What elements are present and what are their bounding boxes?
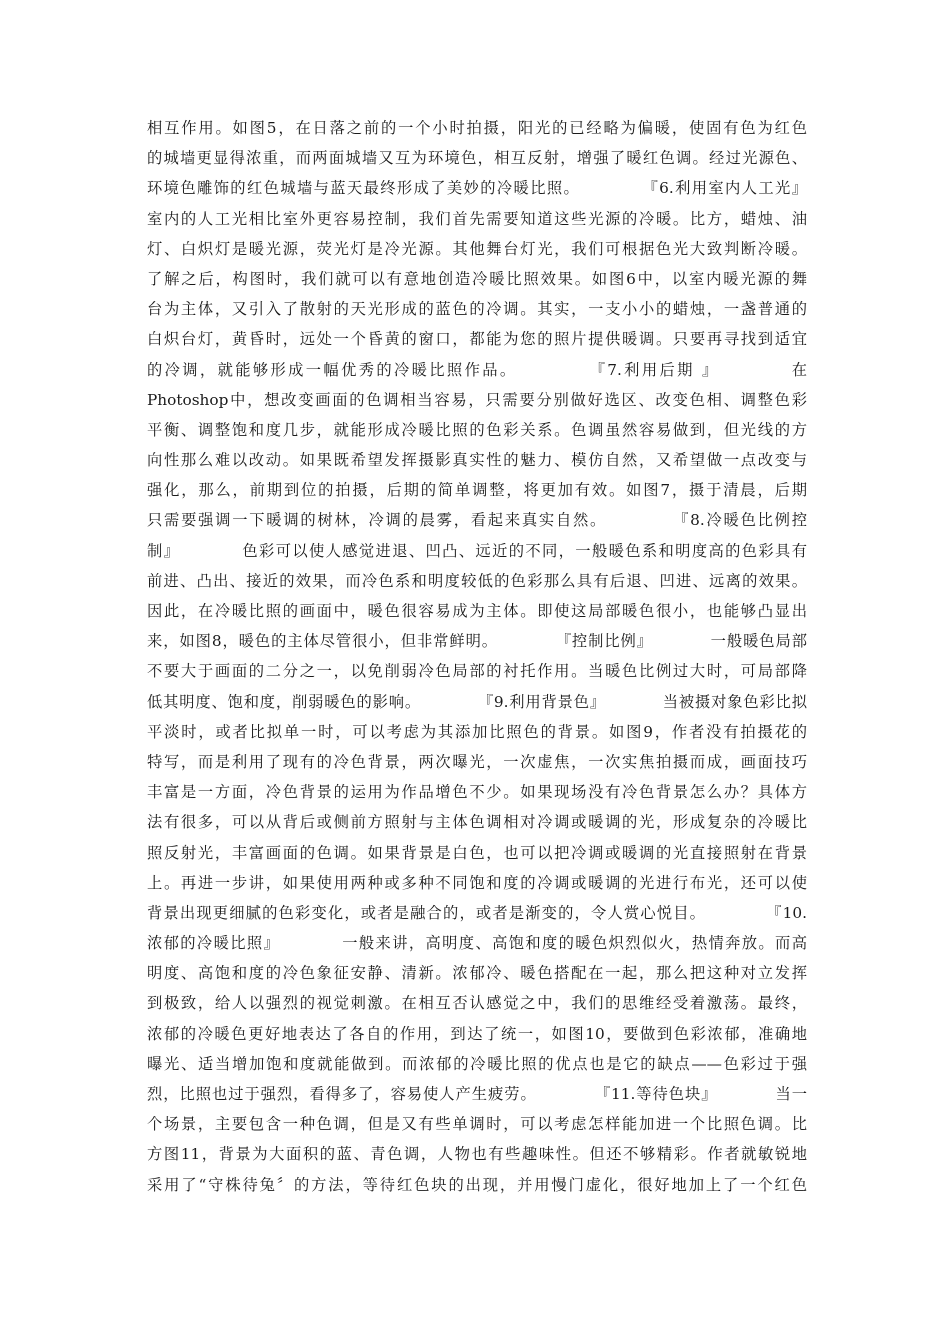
text-line: 了解之后，构图时，我们就可以有意地创造冷暖比照效果。如图6中，以室内暖光源的舞 — [147, 269, 807, 288]
text-line: 浓郁的冷暖色更好地表达了各自的作用，到达了统一，如图10，要做到色彩浓郁，准确地 — [147, 1024, 807, 1043]
text-line: 照反射光，丰富画面的色调。如果背景是白色，也可以把冷调或暖调的光直接照射在背景 — [147, 843, 807, 862]
text-line: 曝光、适当增加饱和度就能做到。而浓郁的冷暖比照的优点也是它的缺点——色彩过于强 — [147, 1054, 807, 1073]
text-line: 制』 色彩可以使人感觉进退、凹凸、远近的不同，一般暖色系和明度高的色彩具有 — [147, 541, 807, 560]
body-text — [147, 113, 807, 1200]
text-line: 低其明度、饱和度，削弱暖色的影响。 『9.利用背景色』 当被摄对象色彩比拟 — [147, 692, 807, 711]
text-line: 方图11，背景为大面积的蓝、青色调，人物也有些趣味性。但还不够精彩。作者就敏锐地 — [147, 1145, 807, 1164]
text-line: 个场景，主要包含一种色调，但是又有些单调时，可以考虑怎样能加进一个比照色调。比 — [147, 1115, 807, 1134]
text-line: 特写，而是利用了现有的冷色背景，两次曝光，一次虚焦，一次实焦拍摄而成，画面技巧 — [147, 752, 807, 771]
text-line: 到极致，给人以强烈的视觉刺激。在相互否认感觉之中，我们的思维经受着激荡。最终， — [147, 994, 807, 1013]
text-line: 浓郁的冷暖比照』 一般来讲，高明度、高饱和度的暖色炽烈似火，热情奔放。而高 — [147, 934, 807, 953]
text-line: 采用了“守株待兔〞的方法，等待红色块的出现，并用慢门虚化，很好地加上了一个红色 — [147, 1175, 807, 1194]
text-line: 背景出现更细腻的色彩变化，或者是融合的，或者是渐变的，令人赏心悦目。 『10. — [147, 903, 807, 922]
text-line: 前进、凸出、接近的效果，而冷色系和明度较低的色彩那么具有后退、凹进、远离的效果。 — [147, 571, 807, 590]
text-line: 向性那么难以改动。如果既希望发挥摄影真实性的魅力、模仿自然，又希望做一点改变与 — [147, 451, 807, 470]
text-line: 因此，在冷暖比照的画面中，暖色很容易成为主体。即使这局部暖色很小，也能够凸显出 — [147, 602, 807, 620]
text-line: 白炽台灯，黄昏时，远处一个昏黄的窗口，都能为您的照片提供暖调。只要再寻找到适宜 — [147, 330, 807, 349]
text-line: 相互作用。如图5，在日落之前的一个小时拍摄，阳光的已经略为偏暖，使固有色为红色 — [147, 119, 807, 137]
text-line: 上。再进一步讲，如果使用两种或多种不同饱和度的冷调或暖调的光进行布光，还可以使 — [147, 873, 807, 892]
text-line: 台为主体，又引入了散射的天光形成的蓝色的冷调。其实，一支小小的蜡烛，一盏普通的 — [147, 300, 807, 319]
text-line: 强化，那么，前期到位的拍摄，后期的简单调整，将更加有效。如图7，摄于清晨，后期 — [147, 481, 807, 500]
text-line: 环境色雕饰的红色城墙与蓝天最终形成了美妙的冷暖比照。 『6.利用室内人工光』 — [147, 179, 807, 198]
text-line: 烈，比照也过于强烈，看得多了，容易使人产生疲劳。 『11.等待色块』 当一 — [147, 1085, 807, 1103]
text-line: 丰富是一方面，冷色背景的运用为作品增色不少。如果现场没有冷色背景怎么办？具体方 — [147, 783, 807, 802]
text-line: 室内的人工光相比室外更容易控制，我们首先需要知道这些光源的冷暖。比方，蜡烛、油 — [147, 209, 807, 228]
text-line: 来，如图8，暖色的主体尽管很小，但非常鲜明。 『控制比例』 一般暖色局部 — [147, 632, 807, 651]
text-line: 只需要强调一下暖调的树林，冷调的晨雾，看起来真实自然。 『8.冷暖色比例控 — [147, 511, 807, 530]
text-line: 平淡时，或者比拟单一时，可以考虑为其添加比照色的背景。如图9，作者没有拍摄花的 — [147, 722, 807, 741]
text-line: 明度、高饱和度的冷色象征安静、清新。浓郁冷、暖色搭配在一起，那么把这种对立发挥 — [147, 964, 807, 983]
text-line: 不要大于画面的二分之一，以免削弱冷色局部的衬托作用。当暖色比例过大时，可局部降 — [147, 662, 807, 681]
text-line: 平衡、调整饱和度几步，就能形成冷暖比照的色彩关系。色调虽然容易做到，但光线的方 — [147, 420, 807, 439]
text-line: 法有很多，可以从背后或侧前方照射与主体色调相对冷调或暖调的光，形成复杂的冷暖比 — [147, 813, 807, 832]
text-line: 灯、白炽灯是暖光源，荧光灯是冷光源。其他舞台灯光，我们可根据色光大致判断冷暖。 — [147, 239, 807, 258]
text-line: 的冷调，就能够形成一幅优秀的冷暖比照作品。 『7.利用后期 』 在 — [147, 360, 807, 379]
text-line: Photoshop中，想改变画面的色调相当容易，只需要分别做好选区、改变色相、调整色彩 — [147, 390, 807, 409]
text-line: 的城墙更显得浓重，而两面城墙又互为环境色，相互反射，增强了暖红色调。经过光源色、 — [147, 149, 807, 168]
